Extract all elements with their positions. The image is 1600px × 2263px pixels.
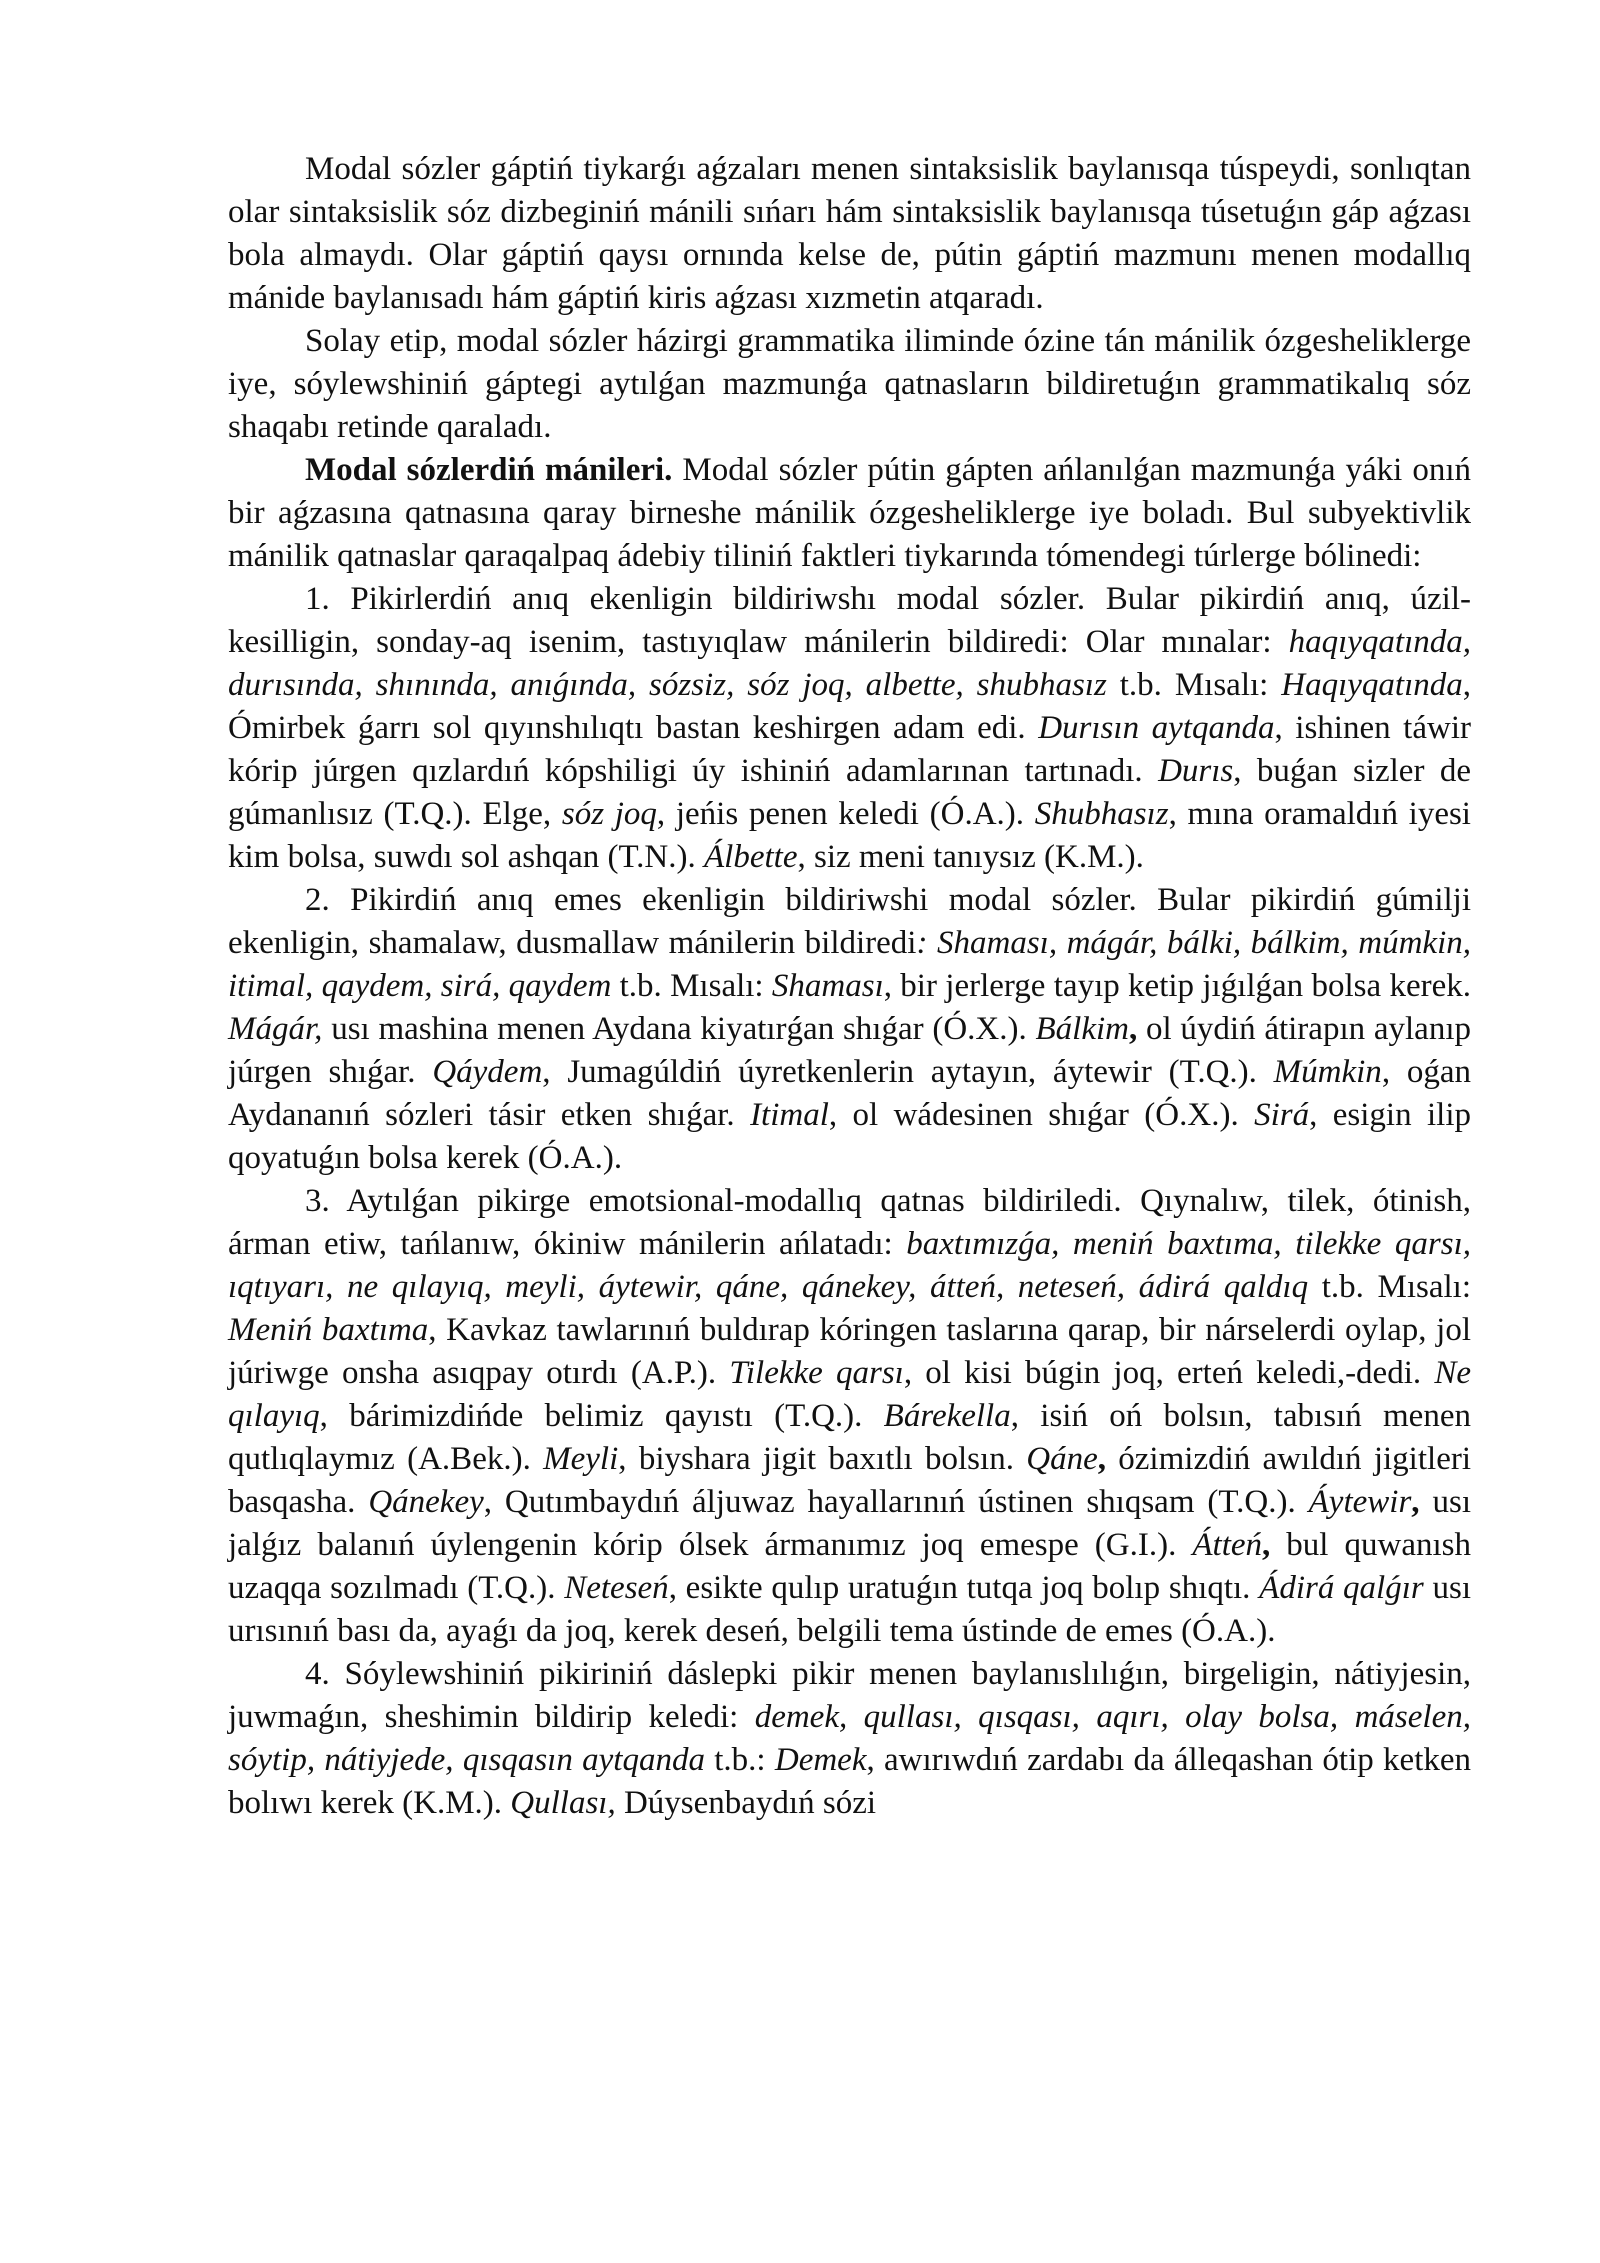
text-run: , [1097,1441,1106,1477]
text-run: , ol wádesinen shıǵar (Ó.X.). [828,1097,1255,1133]
text-run: usı mashina menen Aydana kiyatırǵan shıǵar (Ó.X.). [322,1011,1036,1047]
text-run: Solay etip, modal sózler házirgi grammatika iliminde ózine tán mánilik ózgesheliklerge iye, sóylewshiniń gáptegi aytılǵan mazmunǵa qatnasların bildiretuǵın grammatikalıq sóz shaqabı retinde qaraladı. [228,323,1471,445]
text-run: , esikte qulıp uratuǵın tutqa joq bolıp shıqtı. [668,1570,1260,1606]
text-run: t.b. Mısalı: [611,968,772,1004]
text-run: Bálkim [1035,1011,1129,1047]
paragraph-7-item-4 [228,1653,1471,1825]
text-run: Shaması [771,968,884,1004]
text-run: Shubhasız [1034,796,1169,832]
text-run: Modal sózlerdiń mánileri. [305,452,673,488]
text-run: Durıs [1158,753,1234,789]
text-run: t.b.: [704,1742,775,1778]
text-run: ol úydiń átirapın aylanıp júrgen shıǵar. [228,1011,1471,1090]
text-run: 3. Aytılǵan pikirge emotsional-modallıq qatnas bildiriledi. Qıynalıw, tilek, ótinish, árman etiw, tańlanıw, ókiniw mánilerin ańlatadı: [228,1183,1471,1262]
text-run: usı urısınıń bası da, ayaǵı da joq, kerek deseń, belgili tema ústinde de emes (Ó.A.). [228,1570,1471,1649]
text-run: , [1128,1011,1138,1047]
text-run: Durısın aytqanda [1038,710,1275,746]
text-run: , Kavkaz tawlarınıń buldırap kóringen taslarına qarap, bir nárselerdi oylap, jol júriwge onsha asıqpay otırdı (A.P.). [228,1312,1472,1391]
text-run: demek, qullası, qısqası, aqırı, olay bolsa, máselen, sóytip, nátiyjede, qısqasın aytqanda [228,1699,1471,1778]
text-run: 4. Sóylewshiniń pikiriniń dáslepki pikir menen baylanıslılıǵın, birgeligin, nátiyjesin, juwmaǵın, sheshimin bildirip keledi: [228,1656,1471,1735]
paragraph-1 [228,148,1471,320]
text-run: , [1262,1527,1271,1563]
text-run: sóz joq [561,796,657,832]
text-run: , oǵan Aydananıń sózleri tásir etken shıǵar. [228,1054,1471,1133]
text-run: Múmkin [1273,1054,1382,1090]
text-run: Meniń baxtıma [228,1312,429,1348]
text-run: , esigin ilip qoyatuǵın bolsa kerek (Ó.A.). [228,1097,1471,1176]
text-run: Ne qılayıq [228,1355,1471,1434]
text-run: Dúysenbaydıń sózi [615,1785,877,1821]
text-run: 1. Pikirlerdiń anıq ekenligin bildiriwshı modal sózler. Bular pikirdiń anıq, úzil-kesilligin, sonday-aq isenim, tastıyıqlaw mánilerin bildiredi: Olar mınalar: [228,581,1471,660]
text-run: , biyshara jigit baxıtlı bolsın. [618,1441,1027,1477]
text-run: , mına oramaldıń iyesi kim bolsa, suwdı sol ashqan (T.N.). [228,796,1471,875]
paragraph-6-item-3 [228,1180,1471,1653]
text-run: Modal sózler pútin gápten ańlanılǵan mazmunǵa yáki onıń bir aǵzasına qatnasına qaray birneshe mánilik ózgesheliklerge iye boladı. Bul subyektivlik mánilik qatnaslar qaraqalpaq ádebiy tiliniń faktleri tiykarında tómendegi túrlerge bólinedi: [228,452,1471,574]
text-run: , jeńis penen keledi (Ó.A.). [656,796,1035,832]
text-run: Bárekella [883,1398,1011,1434]
paragraph-4-item-1 [228,578,1471,879]
paragraph-3-heading [228,449,1471,578]
text-run: , ol kisi búgin joq, erteń keledi,-dedi. [903,1355,1435,1391]
text-run: Álbette [704,839,798,875]
text-run: Neteseń [564,1570,669,1606]
text-run: Qánekey [368,1484,484,1520]
text-run: Mágár, [228,1011,323,1047]
text-run: Sirá [1254,1097,1310,1133]
text-run: , bárimizdińde belimiz qayıstı (T.Q.). [319,1398,884,1434]
document-page [228,148,1471,1825]
text-run: baxtımızǵa, meniń baxtıma, tilekke qarsı, ıqtıyarı, ne qılayıq, meyli, áytewir, qáne, qánekey, átteń, neteseń, ádirá qaldıq [228,1226,1471,1305]
paragraph-2 [228,320,1471,449]
text-run: Meyli [543,1441,619,1477]
text-run: , ishinen táwir kórip júrgen qızlardıń kópshiligi úy ishiniń adamlarınan tartınadı. [228,710,1471,789]
text-run: , [1411,1484,1420,1520]
text-run: Modal sózler gáptiń tiykarǵı aǵzaları menen sintaksislik baylanısqa túspeydi, sonlıqtan olar sintaksislik sóz dizbeginiń mánili sıńarı hám sintaksislik baylanısqa túsetuǵın gáp aǵzası bola almaydı. Olar gáptiń qaysı ornında kelse de, pútin gáptiń mazmunı menen modallıq mánide baylanısadı hám gáptiń kiris aǵzası xızmetin atqaradı. [228,151,1471,316]
text-run: , bir jerlerge tayıp ketip jıǵılǵan bolsa kerek. [883,968,1471,1004]
text-run: , Jumagúldiń úyretkenlerin aytayın, áytewir (T.Q.). [542,1054,1274,1090]
text-run: , Ómirbek ǵarrı sol qıyınshılıqtı bastan keshirgen adam edi. [228,667,1471,746]
text-run: Qullası, [510,1785,616,1821]
text-run: , siz meni tanıysız (K.M.). [797,839,1144,875]
text-run: ózimizdiń awıldıń jigitleri basqasha. [228,1441,1471,1520]
text-run: usı jalǵız balanıń úylengenin kórip ólsek ármanımız joq emespe (G.I.). [228,1484,1471,1563]
text-run: Haqıyqatında [1281,667,1463,703]
text-run: Demek [774,1742,867,1778]
text-run: Qáne [1026,1441,1098,1477]
text-run: Itimal [750,1097,829,1133]
text-run: Áytewir [1308,1484,1412,1520]
text-run: , awırıwdıń zardabı da álleqashan ótip ketken bolıwı kerek (K.M.). [228,1742,1472,1821]
text-run: haqıyqatında, durısında, shınında, anıǵında, sózsiz, sóz joq, albette, shubhasız [228,624,1471,703]
text-run: , buǵan sizler de gúmanlısız (T.Q.). Elge, [228,753,1471,832]
text-run: Átteń [1192,1527,1263,1563]
text-run: Ádirá qalǵır [1259,1570,1424,1606]
text-run: 2. Pikirdiń anıq emes ekenligin bildiriwshi modal sózler. Bular pikirdiń gúmilji ekenligin, shamalaw, dusmallaw mánilerin bildiredi [228,882,1471,961]
text-run: t.b. Mısalı: [1106,667,1282,703]
text-run: : Shaması, mágár, bálki, bálkim, múmkin, itimal, qaydem, sirá, qaydem [228,925,1471,1004]
paragraph-5-item-2 [228,879,1471,1180]
text-run: Qáydem [432,1054,543,1090]
text-run: , isiń oń bolsın, tabısıń menen qutlıqlaymız (A.Bek.). [228,1398,1471,1477]
text-run: bul quwanısh uzaqqa sozılmadı (T.Q.). [228,1527,1471,1606]
text-run: , Qutımbaydıń áljuwaz hayallarınıń ústinen shıqsam (T.Q.). [483,1484,1309,1520]
text-run: Tilekke qarsı [729,1355,904,1391]
text-run: t.b. Mısalı: [1308,1269,1471,1305]
